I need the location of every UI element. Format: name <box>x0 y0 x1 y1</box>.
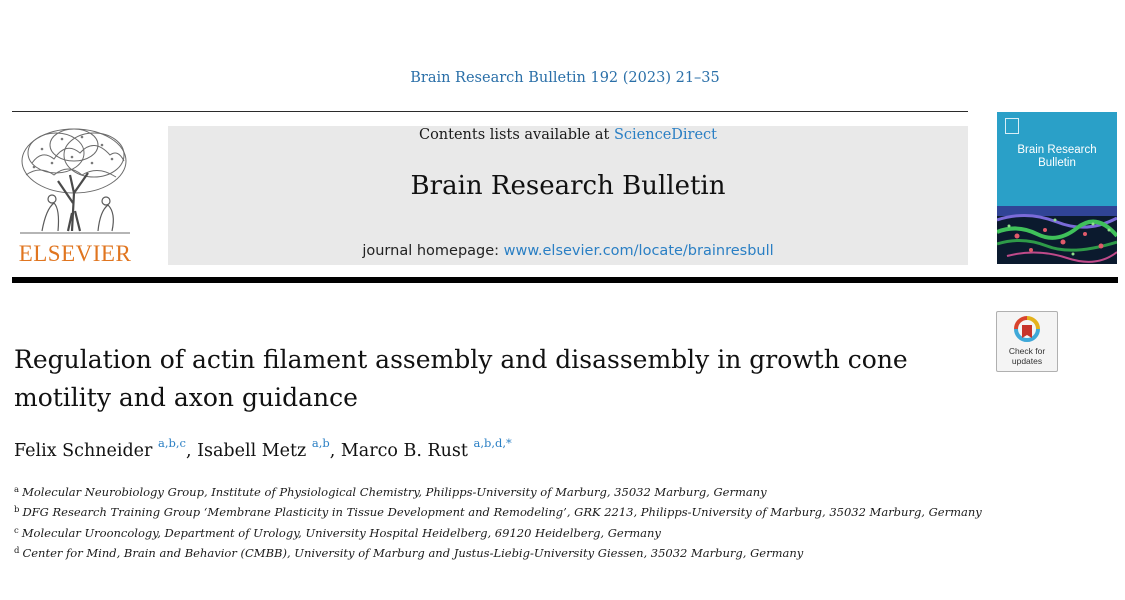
author-name[interactable]: Marco B. Rust <box>340 440 468 461</box>
header-divider <box>12 111 968 112</box>
affiliation-label: c <box>14 525 19 536</box>
affiliation-text: Center for Mind, Brain and Behavior (CMBB), University of Marburg and Justus-Liebig-University Giessen, 35032 Marburg, Germany <box>22 545 804 560</box>
journal-homepage-link[interactable]: www.elsevier.com/locate/brainresbull <box>503 243 774 259</box>
author-name[interactable]: Isabell Metz <box>197 440 307 461</box>
affiliation-label: a <box>14 485 20 495</box>
cover-publisher-mark-icon <box>1005 118 1019 134</box>
sciencedirect-link[interactable]: ScienceDirect <box>613 127 718 143</box>
contents-line <box>168 127 968 143</box>
affiliation-label: d <box>14 545 20 556</box>
affiliation-text: Molecular Urooncology, Department of Urology, University Hospital Heidelberg, 69120 Heidelberg, Germany <box>21 525 661 540</box>
author-separator: , <box>185 440 198 461</box>
check-for-updates-button[interactable] <box>996 311 1058 372</box>
check-for-updates-label <box>997 347 1057 366</box>
affiliation-text: Molecular Neurobiology Group, Institute of Physiological Chemistry, Philipps-University of Marburg, 35032 Marburg, Germany <box>22 485 767 499</box>
affiliation-item <box>14 522 982 542</box>
cover-image <box>997 206 1117 264</box>
homepage-line <box>168 243 968 259</box>
author-list <box>14 438 512 461</box>
affiliation-item <box>14 542 982 562</box>
crossmark-icon <box>1014 316 1040 346</box>
journal-banner <box>168 126 968 265</box>
affiliation-item <box>14 481 982 501</box>
article-title: Regulation of actin filament assembly and disassembly in growth cone motility and axon guidance <box>14 345 908 412</box>
journal-citation[interactable]: Brain Research Bulletin 192 (2023) 21–35 <box>410 70 720 86</box>
check-line2: updates <box>1011 355 1043 366</box>
homepage-prefix: journal homepage: <box>362 243 504 259</box>
check-line1: Check for <box>1008 346 1046 356</box>
author-affiliation-refs[interactable]: a,b,d,* <box>473 436 512 450</box>
author-affiliation-refs[interactable]: a,b,c <box>157 436 186 450</box>
masthead-rule <box>12 277 1118 283</box>
author-separator: , <box>329 440 341 461</box>
affiliation-label: b <box>14 505 20 516</box>
affiliation-list <box>14 481 982 562</box>
elsevier-logo[interactable] <box>12 123 138 269</box>
author-name[interactable]: Felix Schneider <box>14 440 153 461</box>
journal-cover[interactable] <box>997 112 1117 264</box>
cover-title: Brain Research Bulletin <box>1017 144 1097 169</box>
elsevier-tree-icon <box>12 123 138 235</box>
affiliation-text: DFG Research Training Group ‘Membrane Plasticity in Tissue Development and Remodeling’, GRK 2213, Philipps-University of Marburg, 35032 Marburg, Germany <box>22 505 982 520</box>
contents-prefix: Contents lists available at <box>418 127 614 143</box>
publisher-wordmark: ELSEVIER <box>18 241 132 266</box>
author-affiliation-refs[interactable]: a,b <box>311 436 330 450</box>
affiliation-item <box>14 501 982 521</box>
journal-title[interactable]: Brain Research Bulletin <box>410 171 726 201</box>
